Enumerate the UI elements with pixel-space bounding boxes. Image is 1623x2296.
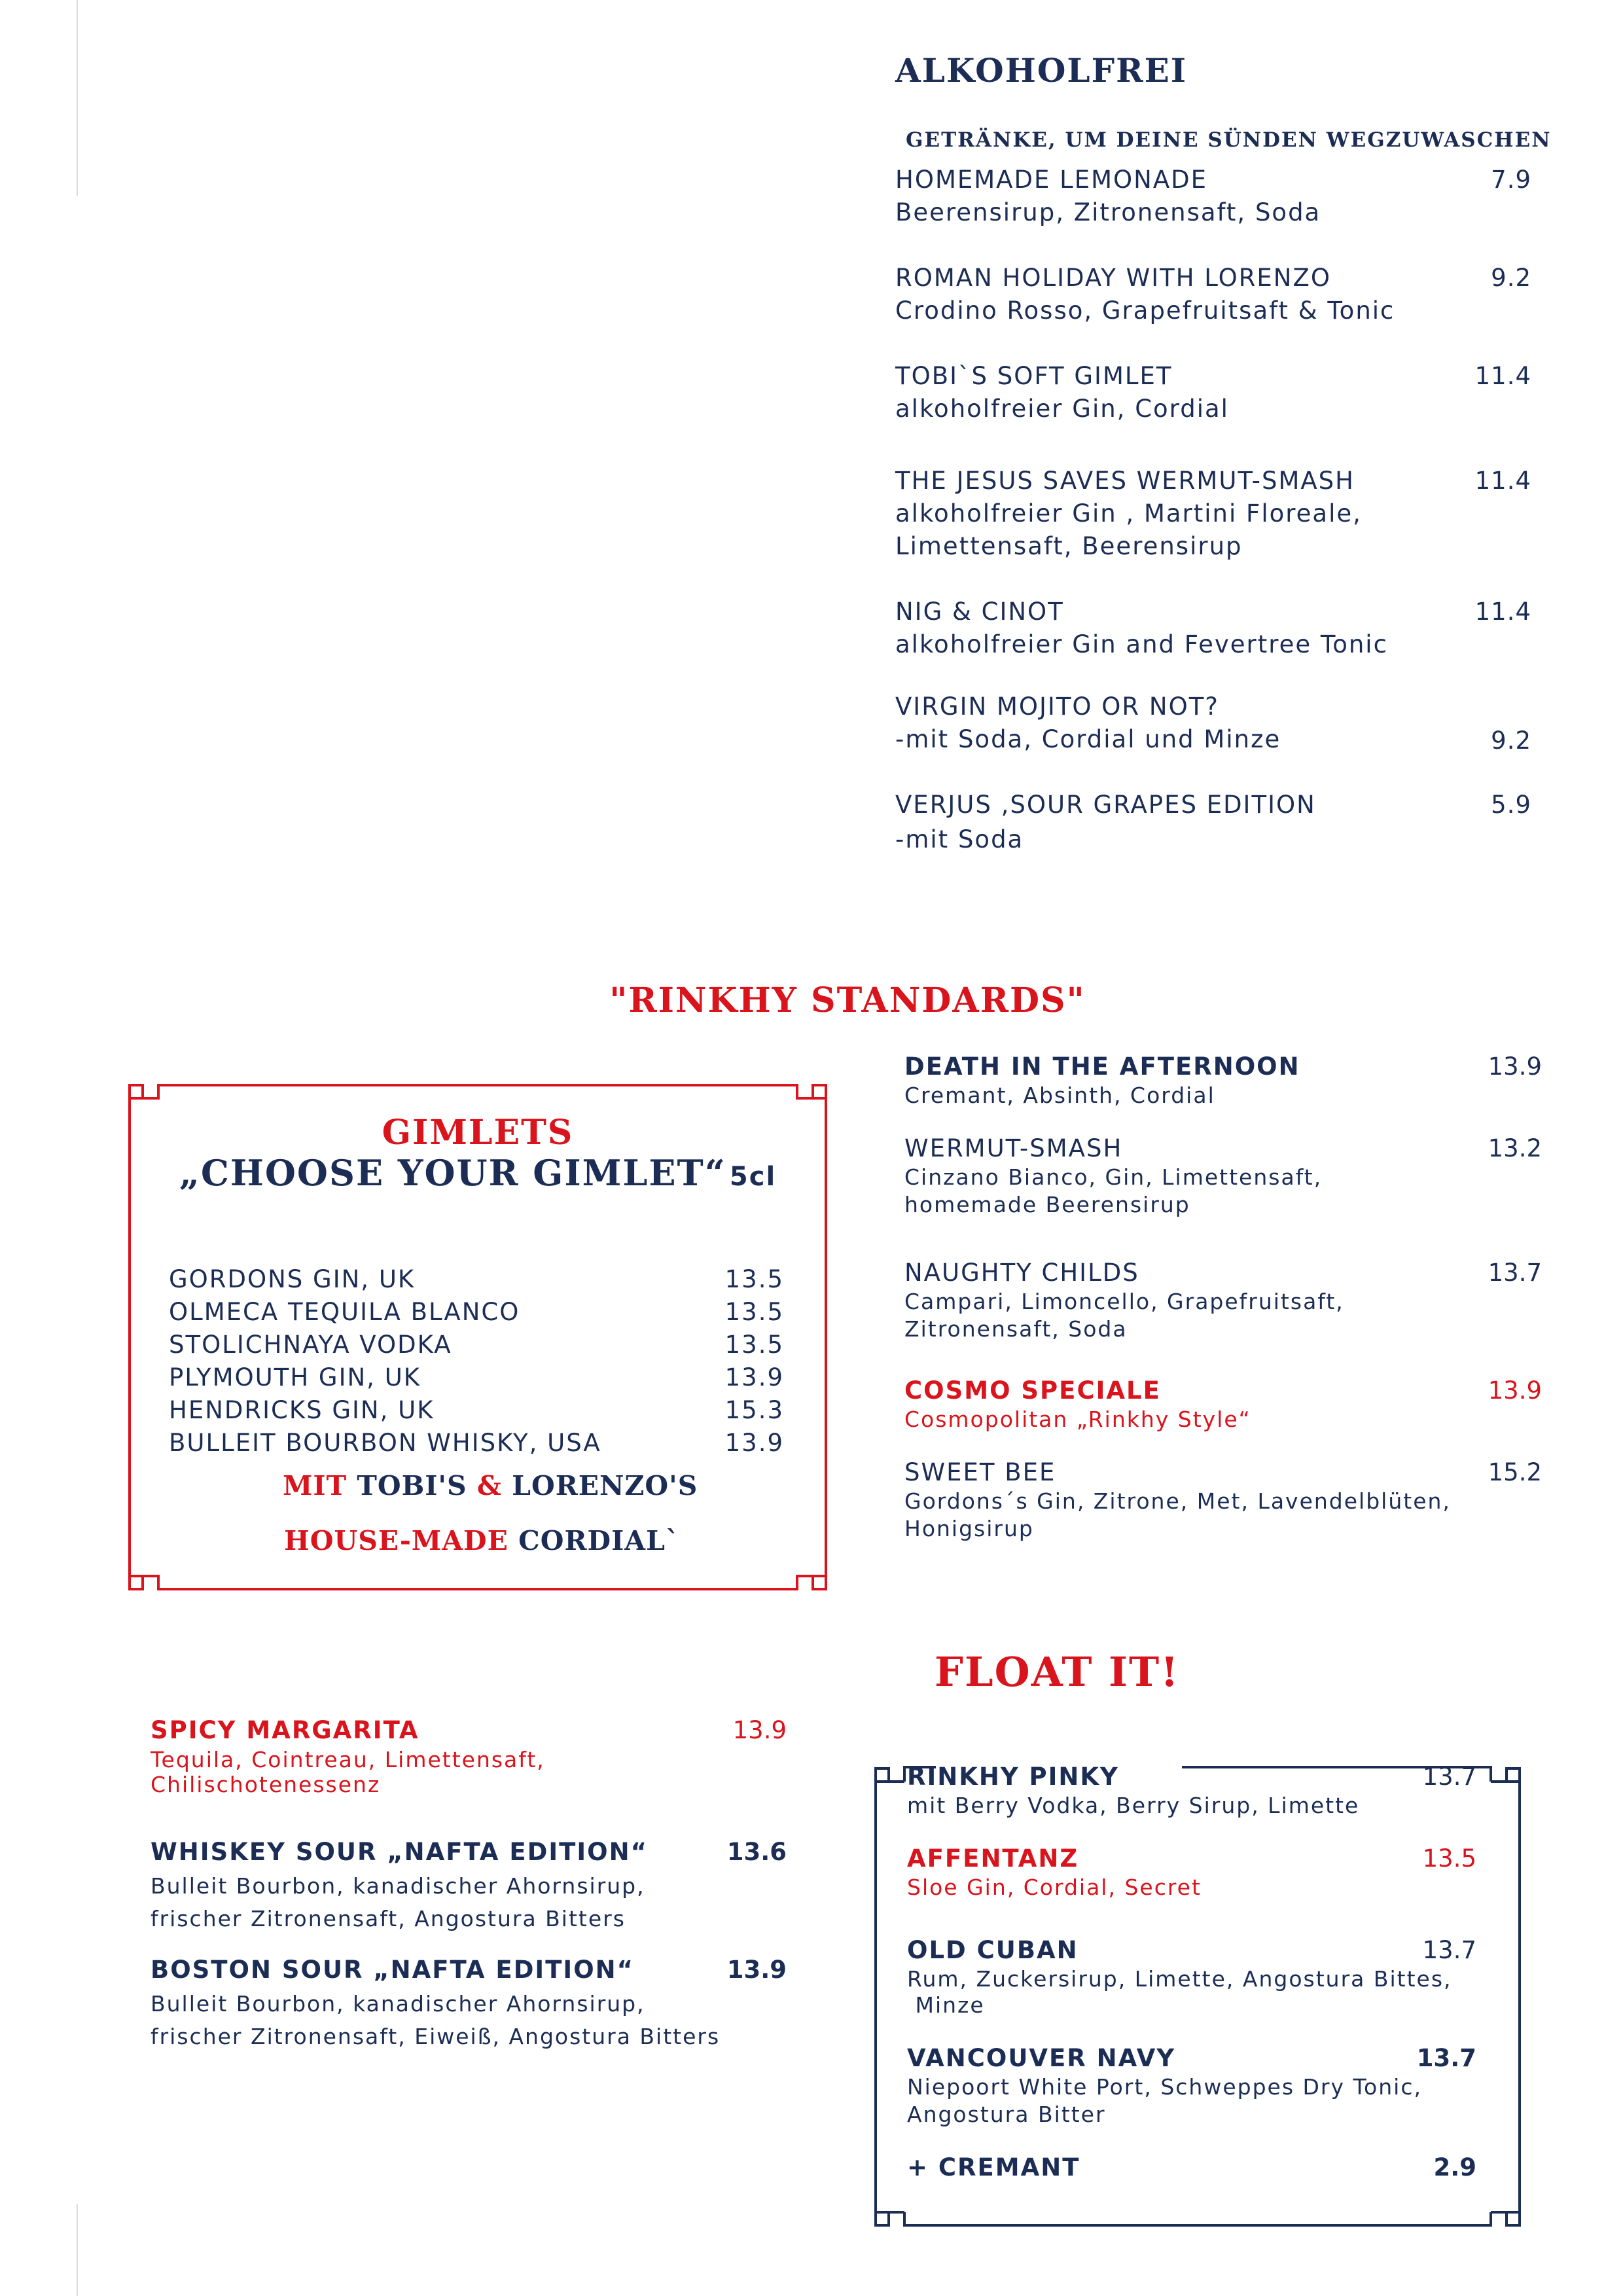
list-item-price: 13.9 bbox=[1488, 1376, 1542, 1405]
list-item-name: SWEET BEE bbox=[904, 1458, 1056, 1486]
list-item-desc: Bulleit Bourbon, kanadischer Ahornsirup, bbox=[151, 1873, 645, 1899]
list-item-desc: Sloe Gin, Cordial, Secret bbox=[907, 1874, 1202, 1900]
list-item-desc: homemade Beerensirup bbox=[904, 1192, 1190, 1217]
list-item-desc: Chilischotenessenz bbox=[151, 1772, 381, 1797]
list-item-price: 13.5 bbox=[724, 1331, 784, 1359]
list-item-price: 13.2 bbox=[1488, 1134, 1542, 1162]
list-item-price: 13.5 bbox=[724, 1265, 784, 1293]
list-item-price: 13.9 bbox=[732, 1716, 787, 1744]
standards-title: "RINKHY STANDARDS" bbox=[609, 980, 1086, 1020]
list-item-price: 13.9 bbox=[1488, 1052, 1542, 1081]
list-item-desc: Rum, Zuckersirup, Limette, Angostura Bittes, bbox=[907, 1966, 1452, 1992]
list-item-name: WERMUT-SMASH bbox=[904, 1134, 1123, 1162]
list-item-desc: frischer Zitronensaft, Eiweiß, Angostura Bitters bbox=[151, 2024, 721, 2049]
list-item-desc: Angostura Bitter bbox=[907, 2102, 1106, 2127]
list-item-name: BOSTON SOUR „NAFTA EDITION“ bbox=[151, 1956, 634, 1984]
list-item-name: PLYMOUTH GIN, UK bbox=[169, 1363, 421, 1391]
list-item-desc: Gordons´s Gin, Zitrone, Met, Lavendelblüten, bbox=[904, 1488, 1451, 1514]
list-item-desc: Limettensaft, Beerensirup bbox=[895, 532, 1243, 560]
list-item-price: 13.6 bbox=[726, 1838, 787, 1866]
list-item-price: 13.5 bbox=[724, 1298, 784, 1326]
list-item-price: 13.5 bbox=[1422, 1844, 1476, 1873]
float-title: FLOAT IT! bbox=[935, 1648, 1180, 1696]
gimlets-subtitle-line bbox=[124, 1152, 831, 1194]
list-item-price: 13.9 bbox=[724, 1363, 784, 1391]
footer-text: TOBI'S bbox=[357, 1470, 477, 1501]
list-item-price: 13.7 bbox=[1422, 1763, 1476, 1791]
list-item-desc: Cinzano Bianco, Gin, Limettensaft, bbox=[904, 1164, 1323, 1190]
list-item-name: TOBI`S SOFT GIMLET bbox=[895, 362, 1173, 390]
list-item-name: ROMAN HOLIDAY WITH LORENZO bbox=[895, 264, 1331, 292]
list-item-price: 13.9 bbox=[724, 1429, 784, 1457]
list-item-desc: frischer Zitronensaft, Angostura Bitters bbox=[151, 1906, 626, 1931]
footer-text: MIT bbox=[283, 1470, 357, 1501]
gimlets-subtitle: „CHOOSE YOUR GIMLET“ bbox=[179, 1152, 726, 1194]
list-item-name: STOLICHNAYA VODKA bbox=[169, 1331, 452, 1359]
alkoholfrei-title: ALKOHOLFREI bbox=[895, 51, 1188, 90]
gimlets-size: 5cl bbox=[729, 1162, 777, 1192]
list-item bbox=[169, 1331, 784, 1359]
list-item-name: HOMEMADE LEMONADE bbox=[895, 166, 1208, 194]
list-item-desc: Bulleit Bourbon, kanadischer Ahornsirup, bbox=[151, 1991, 645, 2017]
list-item-desc: alkoholfreier Gin , Martini Floreale, bbox=[895, 499, 1362, 528]
list-item-name: HENDRICKS GIN, UK bbox=[169, 1396, 435, 1424]
margin-mark-top bbox=[77, 0, 78, 196]
footer-text: & bbox=[476, 1470, 512, 1501]
gimlets-footer-line2 bbox=[284, 1525, 679, 1556]
list-item-name: RINKHY PINKY bbox=[907, 1763, 1119, 1791]
list-item-desc: mit Berry Vodka, Berry Sirup, Limette bbox=[907, 1793, 1360, 1818]
list-item-name: OLD CUBAN bbox=[907, 1936, 1079, 1964]
list-item-price: 11.4 bbox=[1474, 598, 1531, 626]
list-item-name: NAUGHTY CHILDS bbox=[904, 1259, 1139, 1287]
list-item-price: 9.2 bbox=[1491, 264, 1531, 292]
list-item-name: THE JESUS SAVES WERMUT-SMASH bbox=[895, 467, 1355, 495]
list-item-name: DEATH IN THE AFTERNOON bbox=[904, 1052, 1300, 1081]
list-item-name: NIG & CINOT bbox=[895, 598, 1064, 626]
list-item-desc: alkoholfreier Gin, Cordial bbox=[895, 395, 1229, 423]
list-item-desc: Beerensirup, Zitronensaft, Soda bbox=[895, 198, 1321, 226]
list-item-name: VANCOUVER NAVY bbox=[907, 2044, 1176, 2072]
list-item-name: GORDONS GIN, UK bbox=[169, 1265, 416, 1293]
list-item bbox=[169, 1298, 784, 1326]
list-item bbox=[169, 1396, 784, 1424]
list-item-name: BULLEIT BOURBON WHISKY, USA bbox=[169, 1429, 601, 1457]
gimlets-title: GIMLETS bbox=[382, 1113, 574, 1153]
list-item-price: 13.9 bbox=[726, 1956, 787, 1984]
list-item-name: WHISKEY SOUR „NAFTA EDITION“ bbox=[151, 1838, 648, 1866]
list-item-name: AFFENTANZ bbox=[907, 1844, 1079, 1873]
list-item-price: 13.7 bbox=[1422, 1936, 1476, 1964]
alkoholfrei-subtitle: GETRÄNKE, UM DEINE SÜNDEN WEGZUWASCHEN bbox=[906, 128, 1552, 152]
list-item-desc: Cremant, Absinth, Cordial bbox=[904, 1083, 1215, 1108]
list-item-desc: -mit Soda bbox=[895, 825, 1024, 853]
list-item-desc: Cosmopolitan „Rinkhy Style“ bbox=[904, 1407, 1251, 1432]
list-item-desc: alkoholfreier Gin and Fevertree Tonic bbox=[895, 630, 1388, 658]
list-item-price: 15.2 bbox=[1488, 1458, 1542, 1486]
list-item-desc: Zitronensaft, Soda bbox=[904, 1316, 1128, 1342]
list-item bbox=[169, 1429, 784, 1457]
list-item-name: COSMO SPECIALE bbox=[904, 1376, 1161, 1405]
list-item-price: 13.7 bbox=[1488, 1259, 1542, 1287]
list-item bbox=[169, 1363, 784, 1391]
list-item-price: 13.7 bbox=[1416, 2044, 1476, 2072]
list-item-desc: Niepoort White Port, Schweppes Dry Tonic, bbox=[907, 2074, 1422, 2100]
footer-text: HOUSE-MADE bbox=[284, 1525, 519, 1556]
list-item-price: 9.2 bbox=[1491, 726, 1531, 755]
list-item-price: 15.3 bbox=[724, 1396, 784, 1424]
list-item-price: 5.9 bbox=[1491, 791, 1531, 819]
list-item-name: VERJUS ,SOUR GRAPES EDITION bbox=[895, 791, 1316, 819]
list-item-name: OLMECA TEQUILA BLANCO bbox=[169, 1298, 520, 1326]
footer-text: CORDIAL` bbox=[518, 1525, 680, 1556]
list-item-desc: Minze bbox=[907, 1992, 985, 2018]
footer-text: LORENZO'S bbox=[512, 1470, 698, 1501]
list-item-desc: -mit Soda, Cordial und Minze bbox=[895, 725, 1281, 753]
gimlets-footer-line1 bbox=[283, 1470, 698, 1501]
list-item-desc: Honigsirup bbox=[904, 1516, 1034, 1541]
list-item-price: 11.4 bbox=[1474, 362, 1531, 390]
list-item-price: 7.9 bbox=[1491, 166, 1531, 194]
list-item-price: 11.4 bbox=[1474, 467, 1531, 495]
list-item-desc: Campari, Limoncello, Grapefruitsaft, bbox=[904, 1289, 1344, 1314]
list-item bbox=[169, 1265, 784, 1293]
list-item-desc: Crodino Rosso, Grapefruitsaft & Tonic bbox=[895, 296, 1395, 325]
list-item-name: SPICY MARGARITA bbox=[151, 1716, 419, 1744]
list-item-name: + CREMANT bbox=[907, 2153, 1080, 2181]
margin-mark-bottom bbox=[77, 2204, 78, 2296]
list-item-desc: Tequila, Cointreau, Limettensaft, bbox=[151, 1747, 545, 1772]
list-item-name: VIRGIN MOJITO OR NOT? bbox=[895, 692, 1219, 721]
list-item-price: 2.9 bbox=[1433, 2153, 1476, 2181]
